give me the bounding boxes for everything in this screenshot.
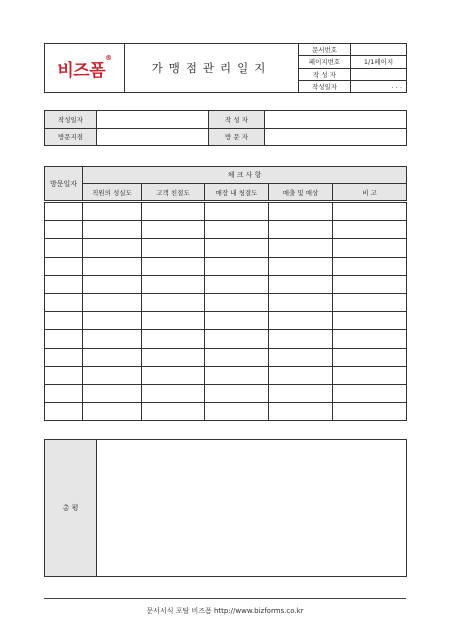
check-cell[interactable] <box>205 366 269 384</box>
check-cell[interactable] <box>269 330 333 348</box>
check-cell[interactable] <box>83 384 142 402</box>
check-cell[interactable] <box>205 348 269 366</box>
check-cell[interactable] <box>269 366 333 384</box>
check-items-body <box>45 202 407 421</box>
column-header: 매출 및 매상 <box>269 184 333 202</box>
field-writer[interactable] <box>265 111 407 129</box>
meta-value-page-number: 1/1페이지 <box>351 56 407 68</box>
visit-date-cell[interactable] <box>45 257 83 275</box>
table-row <box>45 275 407 293</box>
table-row <box>45 239 407 257</box>
check-cell[interactable] <box>333 348 407 366</box>
check-cell[interactable] <box>205 257 269 275</box>
field-visit-branch[interactable] <box>97 128 209 146</box>
check-cell[interactable] <box>142 257 205 275</box>
check-cell[interactable] <box>142 312 205 330</box>
check-cell[interactable] <box>83 202 142 221</box>
check-cell[interactable] <box>142 239 205 257</box>
check-items-group-header: 체 크 사 항 <box>83 167 407 184</box>
field-visitor[interactable] <box>265 128 407 146</box>
check-cell[interactable] <box>83 366 142 384</box>
visit-date-cell[interactable] <box>45 403 83 421</box>
review-field[interactable] <box>97 440 407 577</box>
label-writer: 작 성 자 <box>209 111 265 129</box>
check-cell[interactable] <box>269 384 333 402</box>
check-cell[interactable] <box>269 275 333 293</box>
check-cell[interactable] <box>205 384 269 402</box>
check-cell[interactable] <box>142 330 205 348</box>
logo-text: 비즈폼 <box>57 60 106 81</box>
check-cell[interactable] <box>83 293 142 311</box>
document-title: 가맹점관리일지 <box>125 44 299 93</box>
check-cell[interactable] <box>333 202 407 221</box>
check-cell[interactable] <box>269 202 333 221</box>
check-cell[interactable] <box>83 348 142 366</box>
visit-date-cell[interactable] <box>45 275 83 293</box>
visit-date-cell[interactable] <box>45 239 83 257</box>
meta-label-page-number: 페이지번호 <box>299 56 351 68</box>
table-row <box>45 293 407 311</box>
column-header: 비 고 <box>333 184 407 202</box>
check-cell[interactable] <box>333 366 407 384</box>
meta-value-author[interactable] <box>351 68 407 80</box>
label-write-date: 작성일자 <box>45 111 97 129</box>
table-row <box>45 403 407 421</box>
check-cell[interactable] <box>269 403 333 421</box>
visit-date-cell[interactable] <box>45 312 83 330</box>
check-cell[interactable] <box>205 312 269 330</box>
check-cell[interactable] <box>333 239 407 257</box>
check-cell[interactable] <box>333 330 407 348</box>
check-cell[interactable] <box>269 348 333 366</box>
visit-date-cell[interactable] <box>45 330 83 348</box>
check-cell[interactable] <box>142 202 205 221</box>
check-cell[interactable] <box>205 221 269 239</box>
check-cell[interactable] <box>205 403 269 421</box>
meta-value-doc-number[interactable] <box>351 44 407 56</box>
check-cell[interactable] <box>333 293 407 311</box>
meta-label-date: 작성일자 <box>299 80 351 92</box>
logo <box>45 44 125 93</box>
table-row <box>45 202 407 221</box>
table-row <box>45 366 407 384</box>
field-write-date[interactable] <box>97 111 209 129</box>
check-cell[interactable] <box>269 239 333 257</box>
table-row <box>45 257 407 275</box>
check-cell[interactable] <box>83 312 142 330</box>
label-visitor: 방 문 자 <box>209 128 265 146</box>
check-cell[interactable] <box>83 257 142 275</box>
check-items-table <box>44 166 407 421</box>
check-cell[interactable] <box>333 257 407 275</box>
column-header: 직원의 성실도 <box>83 184 142 202</box>
check-cell[interactable] <box>142 221 205 239</box>
check-cell[interactable] <box>205 330 269 348</box>
check-cell[interactable] <box>142 384 205 402</box>
check-cell[interactable] <box>333 312 407 330</box>
check-cell[interactable] <box>333 384 407 402</box>
check-cell[interactable] <box>269 293 333 311</box>
table-row <box>45 384 407 402</box>
footer-text: 문서서식 포탈 비즈폼 http://www.bizforms.co.kr <box>146 607 304 615</box>
author-info-table <box>44 110 407 146</box>
table-row <box>45 221 407 239</box>
visit-date-cell[interactable] <box>45 202 83 221</box>
check-cell[interactable] <box>205 202 269 221</box>
table-row <box>45 348 407 366</box>
visit-date-cell[interactable] <box>45 384 83 402</box>
check-cell[interactable] <box>142 293 205 311</box>
meta-label-author: 작 성 자 <box>299 68 351 80</box>
check-cell[interactable] <box>142 275 205 293</box>
visit-date-header: 방문일자 <box>45 167 83 202</box>
check-cell[interactable] <box>142 403 205 421</box>
check-cell[interactable] <box>83 239 142 257</box>
check-cell[interactable] <box>205 275 269 293</box>
table-row <box>45 330 407 348</box>
check-cell[interactable] <box>269 221 333 239</box>
check-cell[interactable] <box>83 221 142 239</box>
check-cell[interactable] <box>269 257 333 275</box>
check-cell[interactable] <box>205 293 269 311</box>
visit-date-cell[interactable] <box>45 293 83 311</box>
visit-date-cell[interactable] <box>45 366 83 384</box>
review-label: 총 평 <box>45 440 97 577</box>
column-header: 고객 친절도 <box>142 184 205 202</box>
meta-value-date[interactable]: . . . <box>351 80 407 92</box>
check-cell[interactable] <box>205 239 269 257</box>
check-cell[interactable] <box>333 275 407 293</box>
check-cell[interactable] <box>269 312 333 330</box>
registered-mark: ® <box>105 53 112 62</box>
label-visit-branch: 방문지점 <box>45 128 97 146</box>
visit-date-cell[interactable] <box>45 348 83 366</box>
footer-divider <box>44 598 406 599</box>
meta-label-doc-number: 문서번호 <box>299 44 351 56</box>
review-table <box>44 439 407 577</box>
visit-date-cell[interactable] <box>45 221 83 239</box>
check-cell[interactable] <box>333 403 407 421</box>
table-row <box>45 312 407 330</box>
check-cell[interactable] <box>83 275 142 293</box>
check-cell[interactable] <box>333 221 407 239</box>
check-cell[interactable] <box>142 348 205 366</box>
check-cell[interactable] <box>83 330 142 348</box>
check-cell[interactable] <box>83 403 142 421</box>
document-header <box>44 43 407 93</box>
check-cell[interactable] <box>142 366 205 384</box>
column-header: 매장 내 청결도 <box>205 184 269 202</box>
